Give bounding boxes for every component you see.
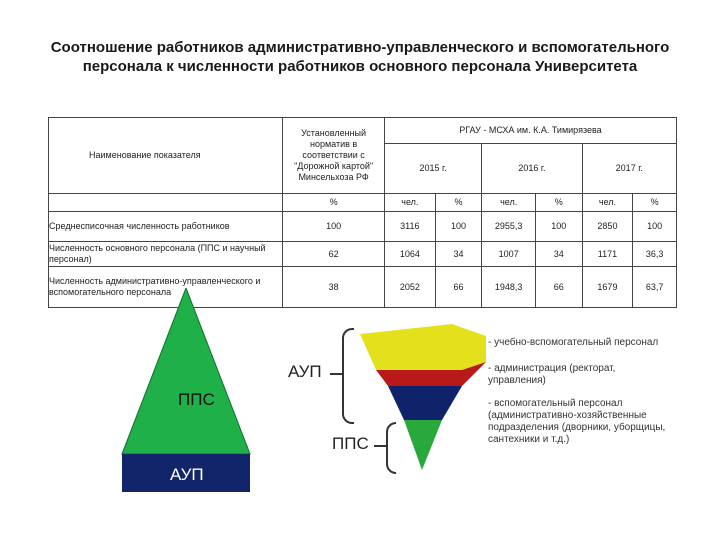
row-label: Численность административно-управленческого и вспомогательного персонала [49, 267, 283, 308]
inverted-pyramid [358, 322, 490, 474]
row-cell: 2850 [582, 212, 633, 242]
header-year: 2017 г. [582, 144, 676, 194]
pps-bracket [386, 422, 396, 474]
yellow-segment [360, 324, 486, 370]
pyramid-pps-label: ППС [178, 390, 215, 409]
units-empty [49, 194, 283, 212]
row-cell: 1007 [482, 242, 536, 267]
unit-cell: % [435, 194, 482, 212]
row-cell: 34 [535, 242, 582, 267]
pps-label: ППС [332, 434, 369, 453]
unit-cell: чел. [582, 194, 633, 212]
row-cell: 2955,3 [482, 212, 536, 242]
pps-segment [122, 288, 250, 454]
row-label: Численность основного персонала (ППС и научный персонал) [49, 242, 283, 267]
row-cell: 38 [283, 267, 385, 308]
aup-bracket [342, 328, 354, 424]
navy-segment [388, 386, 462, 420]
aup-label: АУП [288, 362, 322, 381]
row-cell: 1948,3 [482, 267, 536, 308]
green-segment [404, 420, 442, 470]
row-cell: 66 [535, 267, 582, 308]
header-year: 2016 г. [482, 144, 582, 194]
row-cell: 66 [435, 267, 482, 308]
table-header-row [49, 118, 677, 144]
stats-table [48, 117, 677, 308]
row-cell: 34 [435, 242, 482, 267]
row-cell: 36,3 [633, 242, 677, 267]
row-cell: 100 [535, 212, 582, 242]
row-cell: 1171 [582, 242, 633, 267]
row-label: Среднесписочная численность работников [49, 212, 283, 242]
row-cell: 1064 [384, 242, 435, 267]
row-cell: 3116 [384, 212, 435, 242]
pyramid-aup-label: АУП [170, 465, 204, 484]
unit-cell: % [633, 194, 677, 212]
table-row [49, 212, 677, 242]
row-cell: 62 [283, 242, 385, 267]
pps-bracket-tick [374, 445, 386, 447]
row-cell: 1679 [582, 267, 633, 308]
header-indicator: Наименование показателя [49, 118, 283, 194]
legend-support-staff: - вспомогательный персонал (административно-хозяйственные подразделения (дворники, уборщицы, сантехники и т.д.) [488, 398, 666, 445]
header-norm: Установленный норматив в соответствии с "Дорожной картой" Минсельхоза РФ [283, 118, 385, 194]
row-cell: 100 [435, 212, 482, 242]
header-org: РГАУ - МСХА им. К.А. Тимирязева [384, 118, 676, 144]
unit-cell: % [283, 194, 385, 212]
row-cell: 2052 [384, 267, 435, 308]
table-row [49, 242, 677, 267]
row-cell: 100 [283, 212, 385, 242]
legend-administration: - администрация (ректорат, управления) [488, 363, 616, 386]
row-cell: 63,7 [633, 267, 677, 308]
header-year: 2015 г. [384, 144, 481, 194]
aup-bracket-tick [330, 373, 342, 375]
unit-cell: чел. [384, 194, 435, 212]
legend-teaching-support: - учебно-вспомогательный персонал [488, 337, 659, 348]
row-cell: 100 [633, 212, 677, 242]
table-units-row [49, 194, 677, 212]
page-title: Соотношение работников административно-управленческого и вспомогательного персонала к численности работников основного персонала Университета [50, 39, 670, 75]
unit-cell: % [535, 194, 582, 212]
unit-cell: чел. [482, 194, 536, 212]
